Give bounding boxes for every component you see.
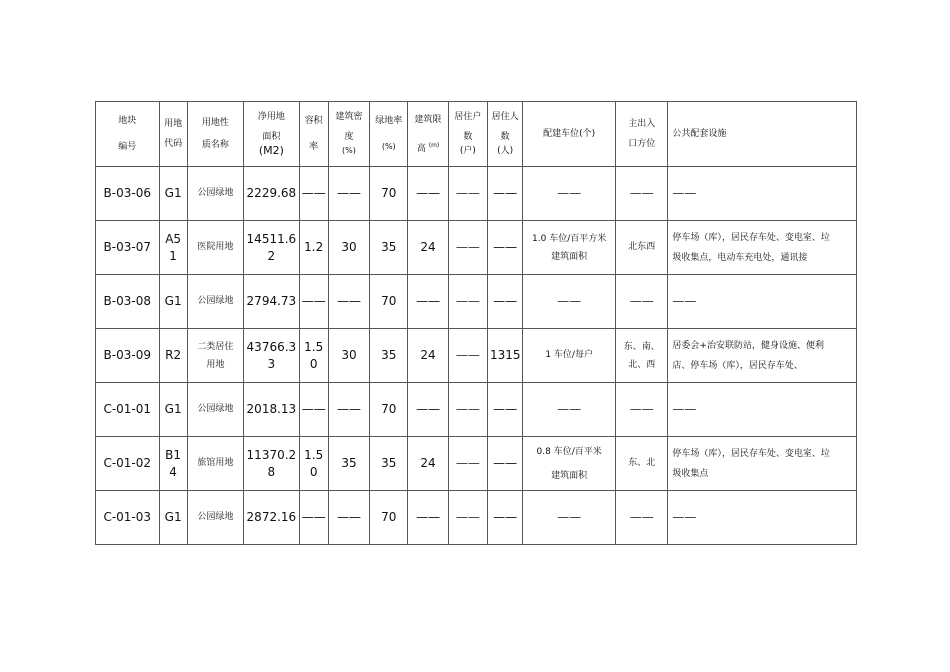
header-land-code: 用地 代码 xyxy=(159,102,187,167)
cell-parking: —— xyxy=(523,167,616,221)
cell-height: —— xyxy=(408,383,448,437)
cell-entrance: —— xyxy=(616,167,668,221)
cell-far: 1.50 xyxy=(299,329,328,383)
cell-green: 35 xyxy=(370,221,408,275)
cell-land-code: G1 xyxy=(159,383,187,437)
cell-block-code: B-03-08 xyxy=(96,275,160,329)
header-parking: 配建车位(个) xyxy=(523,102,616,167)
cell-population: —— xyxy=(488,275,523,329)
cell-far: —— xyxy=(299,167,328,221)
cell-green: 35 xyxy=(370,437,408,491)
cell-land-use: 二类居住 用地 xyxy=(187,329,243,383)
cell-land-use: 旅馆用地 xyxy=(187,437,243,491)
cell-block-code: C-01-02 xyxy=(96,437,160,491)
cell-green: 70 xyxy=(370,275,408,329)
header-height: 建筑限 高 $^{(m)}$ xyxy=(408,102,448,167)
cell-population: —— xyxy=(488,167,523,221)
cell-density: 35 xyxy=(328,437,369,491)
header-population: 居住人 数 (人) xyxy=(488,102,523,167)
cell-land-code: B14 xyxy=(159,437,187,491)
cell-height: —— xyxy=(408,167,448,221)
cell-households: —— xyxy=(448,383,487,437)
header-density: 建筑密 度 (%) xyxy=(328,102,369,167)
land-use-table xyxy=(95,101,857,545)
table-row xyxy=(96,383,857,437)
cell-net-area: 2872.16 xyxy=(244,491,299,545)
cell-green: 70 xyxy=(370,383,408,437)
table-row xyxy=(96,491,857,545)
table-row xyxy=(96,221,857,275)
header-net-area: 净用地 面积 (M2) xyxy=(244,102,299,167)
cell-land-use: 公园绿地 xyxy=(187,167,243,221)
cell-parking: 0.8 车位/百平米 建筑面积 xyxy=(523,437,616,491)
cell-households: —— xyxy=(448,167,487,221)
header-block-code: 地块 编号 xyxy=(96,102,160,167)
cell-density: —— xyxy=(328,167,369,221)
cell-parking: 1.0 车位/百平方米 建筑面积 xyxy=(523,221,616,275)
cell-land-use: 公园绿地 xyxy=(187,491,243,545)
cell-facilities: —— xyxy=(668,491,857,545)
cell-density: —— xyxy=(328,491,369,545)
header-entrance: 主出入 口方位 xyxy=(616,102,668,167)
cell-land-use: 公园绿地 xyxy=(187,383,243,437)
cell-net-area: 11370.28 xyxy=(244,437,299,491)
cell-facilities: —— xyxy=(668,275,857,329)
cell-facilities: —— xyxy=(668,383,857,437)
header-households: 居住户 数 (户) xyxy=(448,102,487,167)
cell-block-code: C-01-01 xyxy=(96,383,160,437)
cell-entrance: 东、北 xyxy=(616,437,668,491)
cell-households: —— xyxy=(448,221,487,275)
cell-density: 30 xyxy=(328,329,369,383)
cell-height: 24 xyxy=(408,437,448,491)
cell-block-code: B-03-06 xyxy=(96,167,160,221)
cell-households: —— xyxy=(448,275,487,329)
cell-entrance: —— xyxy=(616,275,668,329)
cell-green: 70 xyxy=(370,167,408,221)
cell-entrance: 东、南、 北、西 xyxy=(616,329,668,383)
table-row xyxy=(96,437,857,491)
header-facilities: 公共配套设施 xyxy=(668,102,857,167)
table-row xyxy=(96,275,857,329)
cell-height: —— xyxy=(408,491,448,545)
cell-population: —— xyxy=(488,221,523,275)
cell-net-area: 2018.13 xyxy=(244,383,299,437)
cell-households: —— xyxy=(448,491,487,545)
cell-net-area: 2794.73 xyxy=(244,275,299,329)
cell-height: —— xyxy=(408,275,448,329)
cell-height: 24 xyxy=(408,221,448,275)
cell-land-code: A51 xyxy=(159,221,187,275)
cell-density: —— xyxy=(328,275,369,329)
cell-population: 1315 xyxy=(488,329,523,383)
cell-parking: —— xyxy=(523,491,616,545)
cell-far: —— xyxy=(299,275,328,329)
cell-entrance: —— xyxy=(616,383,668,437)
cell-facilities: 居委会+治安联防站，健身设施、便利 店、停车场（库），居民存车处、 xyxy=(668,329,857,383)
header-land-use: 用地性 质名称 xyxy=(187,102,243,167)
cell-parking: —— xyxy=(523,275,616,329)
cell-green: 70 xyxy=(370,491,408,545)
cell-facilities: 停车场（库），居民存车处、变电室、垃 圾收集点 xyxy=(668,437,857,491)
header-row xyxy=(96,102,857,167)
cell-land-code: G1 xyxy=(159,491,187,545)
cell-net-area: 2229.68 xyxy=(244,167,299,221)
table-row xyxy=(96,329,857,383)
cell-population: —— xyxy=(488,383,523,437)
cell-block-code: B-03-09 xyxy=(96,329,160,383)
cell-population: —— xyxy=(488,491,523,545)
cell-facilities: —— xyxy=(668,167,857,221)
cell-density: —— xyxy=(328,383,369,437)
cell-height: 24 xyxy=(408,329,448,383)
cell-net-area: 14511.62 xyxy=(244,221,299,275)
cell-land-code: G1 xyxy=(159,167,187,221)
cell-far: 1.2 xyxy=(299,221,328,275)
cell-far: —— xyxy=(299,491,328,545)
cell-parking: —— xyxy=(523,383,616,437)
cell-land-use: 医院用地 xyxy=(187,221,243,275)
cell-entrance: 北东西 xyxy=(616,221,668,275)
cell-far: 1.50 xyxy=(299,437,328,491)
cell-households: —— xyxy=(448,437,487,491)
cell-density: 30 xyxy=(328,221,369,275)
cell-households: —— xyxy=(448,329,487,383)
cell-block-code: C-01-03 xyxy=(96,491,160,545)
cell-land-use: 公园绿地 xyxy=(187,275,243,329)
table-row xyxy=(96,167,857,221)
cell-block-code: B-03-07 xyxy=(96,221,160,275)
header-far: 容积 率 xyxy=(299,102,328,167)
cell-green: 35 xyxy=(370,329,408,383)
cell-far: —— xyxy=(299,383,328,437)
cell-parking: 1 车位/每户 xyxy=(523,329,616,383)
cell-net-area: 43766.33 xyxy=(244,329,299,383)
cell-population: —— xyxy=(488,437,523,491)
cell-land-code: G1 xyxy=(159,275,187,329)
cell-facilities: 停车场（库），居民存车处、变电室、垃 圾收集点，电动车充电处，通讯接 xyxy=(668,221,857,275)
cell-land-code: R2 xyxy=(159,329,187,383)
header-green: 绿地率 (%) xyxy=(370,102,408,167)
cell-entrance: —— xyxy=(616,491,668,545)
